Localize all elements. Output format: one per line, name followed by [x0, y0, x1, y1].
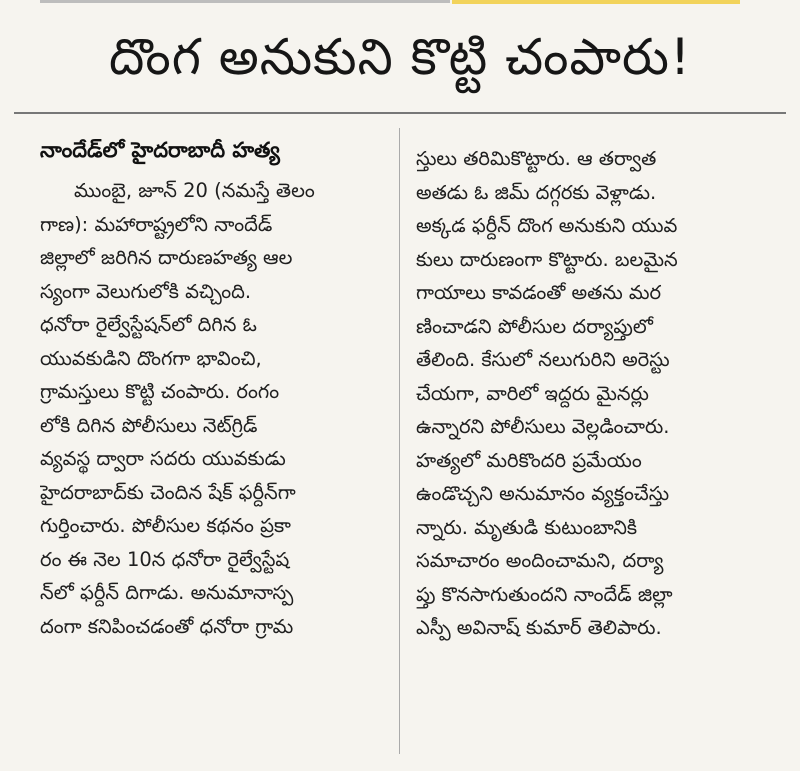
body-line: గ్రామస్తులు కొట్టి చంపారు. రంగం [40, 380, 280, 403]
body-line: లోకి దిగిన పోలీసులు నెట్‌గ్రిడ్ [40, 413, 258, 437]
body-line: గాయాలు కావడంతో అతను మర [416, 281, 662, 304]
body-line: ప్తు కొనసాగుతుందని నాందేడ్ జిల్లా [416, 582, 673, 606]
body-line: తేలింది. కేసులో నలుగురిని అరెస్టు [416, 348, 670, 371]
body-line: గుర్తించారు. పోలీసుల కథనం ప్రకా [40, 514, 291, 537]
top-color-bar [0, 0, 800, 8]
body-line: ణించాడని పోలీసుల దర్యాప్తులో [416, 314, 653, 338]
body-line: స్యంగా వెలుగులోకి వచ్చింది. [40, 279, 252, 303]
body-line: అక్కడ ఫర్దీన్ దొంగ అనుకుని యువ [416, 214, 678, 237]
body-line: న్నారు. మృతుడి కుటుంబానికి [416, 515, 638, 539]
body-line: సమాచారం అందించామని, దర్యా [416, 549, 664, 572]
top-yellow-strip [452, 0, 740, 4]
left-column [40, 130, 400, 643]
body-line: దంగా కనిపించడంతో ధనోరా గ్రామ [40, 614, 294, 638]
body-line: ఉండొచ్చని అనుమానం వ్యక్తంచేస్తు [416, 482, 670, 505]
body-line: హత్యలో మరికొందరి ప్రమేయం [416, 448, 642, 472]
body-line: ఉన్నారని పోలీసులు వెల్లడించారు. [416, 415, 670, 438]
headline-rule [14, 112, 786, 114]
top-gray-strip [40, 0, 450, 3]
body-line: జిల్లాలో జరిగిన దారుణహత్య ఆల [40, 246, 293, 269]
column-divider [399, 128, 400, 754]
body-line: కులు దారుణంగా కొట్టారు. బలమైన [416, 247, 678, 271]
body-line: ఎస్పీ అవినాష్ కుమార్ తెలిపారు. [416, 616, 662, 639]
body-line: స్తులు తరిమికొట్టారు. ఆ తర్వాత [416, 147, 657, 170]
body-line: ధనోరా రైల్వేస్టేషన్‌లో దిగిన ఓ [40, 313, 257, 336]
body-line: యువకుడిని దొంగగా భావించి, [40, 346, 262, 370]
body-line: న్‌లో ఫర్దీన్ దిగాడు. అనుమానాస్ప [40, 581, 294, 604]
article-subhead: నాందేడ్‌లో హైదరాబాదీ హత్య [40, 138, 280, 162]
body-line: రం ఈ నెల 10న ధనోరా రైల్వేస్టేష [40, 547, 290, 571]
body-line: గాణ): మహారాష్ట్రలోని నాందేడ్ [40, 212, 273, 236]
body-line: అతడు ఓ జిమ్ దగ్గరకు వెళ్లాడు. [416, 180, 657, 204]
body-line: వ్యవస్థ ద్వారా సదరు యువకుడు [40, 447, 286, 470]
body-line: చేయగా, వారిలో ఇద్దరు మైనర్లు [416, 381, 649, 405]
body-line: ముంబై, జూన్ 20 (నమస్తే తెలం [74, 179, 315, 202]
right-column [416, 142, 776, 645]
body-line: హైదరాబాద్‌కు చెందిన షేక్ ఫర్దీన్‌గా [40, 480, 296, 504]
article-headline: దొంగ అనుకుని కొట్టి చంపారు! [108, 28, 692, 86]
